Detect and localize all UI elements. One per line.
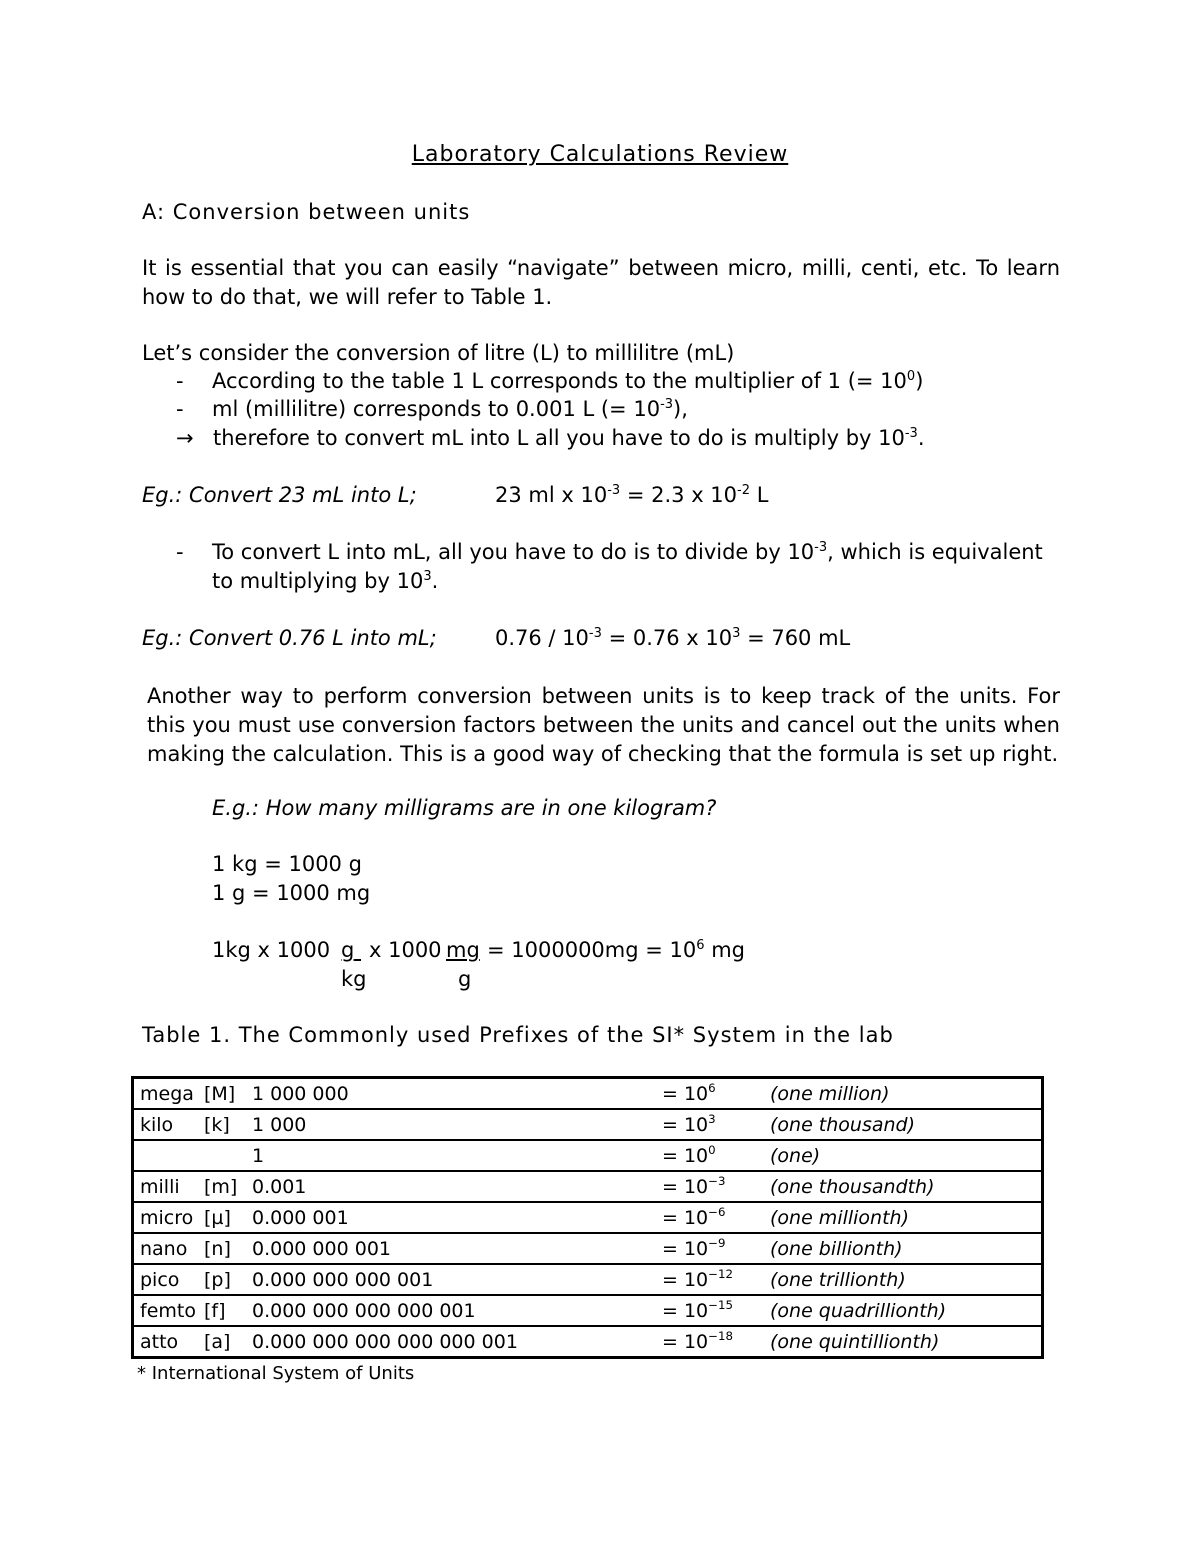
bullet-divide-line1: To convert L into mL, all you have to do is to divide by $10^{-3}$, which is equivalent [212,540,1043,564]
consider-line: Let’s consider the conversion of litre (L) to millilitre (mL) [142,341,735,365]
prefix-name: mega [140,1082,194,1105]
table-footnote: * International System of Units [137,1363,415,1384]
si-prefix-table [131,1076,1044,1359]
prefix-words: (one) [770,1140,1043,1171]
table-row [133,1140,1043,1171]
prefix-symbol: [m] [204,1171,252,1202]
prefix-words: (one thousand) [770,1109,1043,1140]
fraction-2-numerator: mg [446,938,480,962]
prefix-words: (one millionth) [770,1202,1043,1233]
prefix-decimal: 0.000 001 [252,1202,662,1233]
prefix-decimal: 0.000 000 001 [252,1233,662,1264]
prefix-words: (one quintillionth) [770,1326,1043,1358]
example-3-line1: 1 kg = 1000 g [212,852,362,876]
fraction-2-denominator: g [458,967,472,991]
prefix-words: (one million) [770,1082,890,1105]
prefix-power: = $10^6$ [662,1081,716,1105]
bullet-divide-line2: to multiplying by $10^3$. [212,569,439,593]
example-1-label: Eg.: Convert 23 mL into L; [142,483,417,507]
prefix-name: micro [133,1202,205,1233]
prefix-symbol: [µ] [204,1202,252,1233]
example-3-calc-mid: x 1000 [369,938,442,962]
prefix-power: = $10^{-6}$ [662,1202,770,1233]
prefix-name: nano [133,1233,205,1264]
example-2-calc: $0.76 / 10^{-3} = 0.76$ x $10^3 = 760$ mL [495,626,851,650]
bullet-millilitre: ml (millilitre) corresponds to 0.001 L (= $10^{-3}$), [212,397,688,421]
prefix-power: = $10^{-18}$ [662,1326,770,1358]
fraction-1-denominator: kg [341,967,367,991]
prefix-power: = $10^{-9}$ [662,1233,770,1264]
example-2-label: Eg.: Convert 0.76 L into mL; [142,626,437,650]
example-3-calc-end: = $1000000mg = 10^6$ mg [487,938,746,962]
prefix-name [133,1140,205,1171]
table-caption: Table 1. The Commonly used Prefixes of the SI* System in the lab [142,1023,894,1047]
prefix-power: = $10^{-12}$ [662,1264,770,1295]
table-row [133,1171,1043,1202]
prefix-power: = $10^3$ [662,1109,770,1140]
page-title: Laboratory Calculations Review [411,142,789,167]
bullet-table-multiplier: According to the table 1 L corresponds to the multiplier of 1 (= $10^0$) [212,369,924,393]
table-row [133,1295,1043,1326]
prefix-decimal: 0.000 000 000 001 [252,1264,662,1295]
prefix-decimal: 1 000 [252,1109,662,1140]
prefix-power: = $10^{-3}$ [662,1171,770,1202]
prefix-name: atto [133,1326,205,1358]
prefix-name: pico [133,1264,205,1295]
prefix-symbol: [n] [204,1233,252,1264]
prefix-decimal: 1 [252,1140,662,1171]
bullet-therefore: therefore to convert mL into L all you have to do is multiply by $10^{-3}$. [213,426,925,450]
prefix-name: femto [133,1295,205,1326]
example-3-calc-start: 1kg x 1000 [212,938,331,962]
prefix-words: (one quadrillionth) [770,1295,1043,1326]
table-row [133,1109,1043,1140]
prefix-decimal: 0.001 [252,1171,662,1202]
prefix-symbol [204,1140,252,1171]
prefix-words: (one billionth) [770,1233,1043,1264]
prefix-name: milli [133,1171,205,1202]
table-row [133,1202,1043,1233]
bullet-dash: - [176,369,184,393]
section-heading: A: Conversion between units [142,200,471,224]
example-3-line2: 1 g = 1000 mg [212,881,371,905]
prefix-decimal: 1 000 000 [252,1082,349,1105]
fraction-1-numerator: g [341,938,355,962]
intro-paragraph: It is essential that you can easily “navigate” between micro, milli, centi, etc. To learn how to do that, we will refer to Table 1. [142,256,1060,309]
prefix-symbol: [M] [204,1082,236,1105]
prefix-power: = $10^0$ [662,1140,770,1171]
prefix-symbol: [k] [204,1109,252,1140]
example-1-calc: 23 ml x $10^{-3} = 2.3$ x $10^{-2}$ L [495,483,769,507]
arrow-icon: → [176,426,194,450]
prefix-words: (one trillionth) [770,1264,1043,1295]
bullet-dash: - [176,397,184,421]
bullet-dash: - [176,540,184,564]
prefix-decimal: 0.000 000 000 000 001 [252,1295,662,1326]
prefix-words: (one thousandth) [770,1171,1043,1202]
table-row [133,1264,1043,1295]
prefix-decimal: 0.000 000 000 000 000 001 [252,1326,662,1358]
prefix-power: = $10^{-15}$ [662,1295,770,1326]
table-row [133,1078,1043,1110]
prefix-symbol: [f] [204,1295,252,1326]
example-3-question: E.g.: How many milligrams are in one kilogram? [212,796,717,820]
units-paragraph: Another way to perform conversion between units is to keep track of the units. For this you must use conversion factors between the units and cancel out the units when making the calculation. This is a good way of checking that the formula is set up right. [147,684,1060,766]
table-row [133,1326,1043,1358]
prefix-symbol: [p] [204,1264,252,1295]
prefix-name: kilo [133,1109,205,1140]
prefix-symbol: [a] [204,1326,252,1358]
table-row [133,1233,1043,1264]
